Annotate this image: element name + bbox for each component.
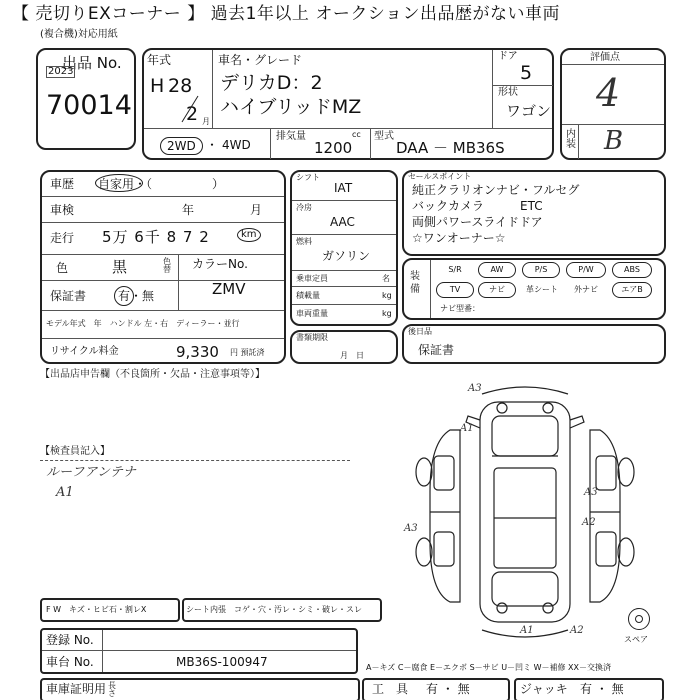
shape-label: 形状 [498,87,518,98]
damage-mark-5: A2 [582,517,596,528]
fuel-label: 燃料 [296,237,312,246]
spare-tire-hub [635,615,643,623]
recycle-value: 9,330 [176,343,219,361]
car-name-label: 車名・グレード [218,53,303,67]
model-value: DAA － MB36S [396,139,505,157]
drive-dot: ・ [206,138,219,152]
shift-label: シフト [296,173,320,182]
inspector-note-1: ルーフアンテナ [46,465,136,480]
accessories-label: 後日品 [408,327,432,336]
car-damage-diagram [410,382,640,642]
chassis-value: MB36S-100947 [176,655,268,669]
score-value: 4 [596,71,621,115]
equip-aw: AW [478,262,516,278]
interior-value: B [604,126,624,156]
year-era: H [150,75,165,97]
lot-number: 70014 [46,90,132,121]
inspection-label: 車検 [50,203,75,217]
recycle-unit: 円 預託済 [230,348,265,357]
doors-label: ドア [498,51,518,62]
mileage-unit: km [237,228,261,242]
equip-ps: P/S [522,262,560,278]
shift-value: IAT [334,181,353,195]
slash-divider [160,94,200,124]
tools-label: 工 具 [372,682,409,696]
year-month: 2 [186,103,199,125]
sales-point-2: バックカメラ ETC [412,199,543,213]
equip-tv: TV [436,282,474,298]
sales-point-1: 純正クラリオンナビ・フルセグ [412,183,580,197]
equip-pw: P/W [566,262,606,278]
damage-mark-6: A1 [520,625,534,636]
displacement-value: 1200 [314,139,353,157]
displacement-label: 排気量 [276,131,306,142]
lot-tag: 2023 [48,66,74,77]
score-label: 評価点 [590,52,620,63]
capacity-label: 乗車定員 [296,274,328,283]
color-code-label: カラーNo. [192,257,248,271]
displacement-unit: cc [352,130,361,139]
cert-label: 車庫証明用 [46,682,107,696]
load-unit: kg [382,291,392,300]
damage-mark-3: A3 [404,523,418,534]
equip-sr: S/R [448,265,462,274]
model-label: 型式 [374,131,394,142]
month-unit: 月 [202,117,210,126]
weight-label: 車両重量 [296,309,328,318]
history-value: 自家用・（ ） [98,177,225,191]
sales-points-label: セールスポイント [408,172,472,181]
inspector-label: 【検査員記入】 [40,446,110,457]
spare-label: スペア [624,635,648,644]
warranty-label: 保証書 [50,289,87,303]
papers-unit: 月 日 [340,351,364,360]
weight-unit: kg [382,309,392,318]
declaration-label: 【出品店申告欄（不良箇所・欠品・注意事項等）】 [40,369,265,380]
inspection-year: 年 [182,203,195,217]
seat-row: シート内張 コゲ・穴・汚レ・シミ・破レ・スレ [186,605,362,614]
jack-label: ジャッキ [520,682,568,696]
form-note: (複合機)対応用紙 [40,29,118,40]
equipment-label: 装備 [410,271,420,295]
inspector-note-2: A1 [56,485,74,500]
mileage-value: 5万 6千 8 7 2 [102,228,210,246]
shape-value: ワゴン [506,102,552,120]
recycle-label: リサイクル料金 [50,346,119,357]
car-name: デリカD：2 [220,72,323,94]
year-label: 年式 [147,53,172,67]
damage-mark-7: A2 [570,625,584,636]
drive-4wd: 4WD [222,138,251,152]
equip-ext-navi: 外ナビ [574,285,598,294]
history-circle [95,174,143,192]
capacity-unit: 名 [382,274,390,283]
fuel-value: ガソリン [322,249,371,263]
damage-mark-1: A3 [468,383,482,394]
fw-row: F W キズ・ヒビ石・割レX [46,605,147,614]
mileage-label: 走行 [50,231,75,245]
sales-point-4: ☆ワンオーナー☆ [412,231,506,245]
inspection-month: 月 [250,203,263,217]
equip-airbag: エアB [612,282,652,298]
equip-nav-model: ナビ型番： [440,304,480,313]
warranty-circle [114,286,134,306]
color-change-label: 色替 [163,257,171,274]
damage-legend: A－キズ C－腐食 E－エクボ S－サビ U－凹ミ W－補修 XX－交換済 [366,663,612,672]
load-label: 積載量 [296,291,320,300]
interior-label: 内装 [566,129,576,150]
registration-label: 登録 No. [46,633,94,647]
chassis-label: 車台 No. [46,655,94,669]
accessories-value: 保証書 [418,343,455,357]
papers-label: 書類期限 [296,333,328,342]
year-value: 28 [168,75,193,97]
banner-title: 【 売切りEXコーナー 】 過去1年以上 オークション出品歴がない車両 [12,4,560,24]
damage-mark-2: A1 [460,423,474,434]
color-value: 黒 [112,258,128,276]
drive-2wd: 2WD [160,137,203,155]
equip-abs: ABS [612,262,652,278]
warranty-value: 有・無 [118,289,155,303]
damage-mark-4: A3 [584,487,598,498]
history-label: 車歴 [50,177,75,191]
lot-label: 出品 No. [62,54,122,72]
equip-navi: ナビ [478,282,516,298]
ac-label: 冷房 [296,203,312,212]
color-label: 色 [56,261,69,275]
doors-value: 5 [520,62,533,84]
color-code: ZMV [212,280,246,298]
jack-value: 有 ・ 無 [580,682,624,696]
ac-value: AAC [330,215,355,229]
cert-sub: 長さ [108,681,116,698]
tools-value: 有 ・ 無 [426,682,470,696]
sales-point-3: 両側パワースライドドア [412,215,543,229]
equip-leather: 革シート [526,285,558,294]
car-grade: ハイブリッドMZ [220,96,362,118]
model-year-row: モデル年式 年 ハンドル 左・右 ディーラー・並行 [46,319,240,328]
